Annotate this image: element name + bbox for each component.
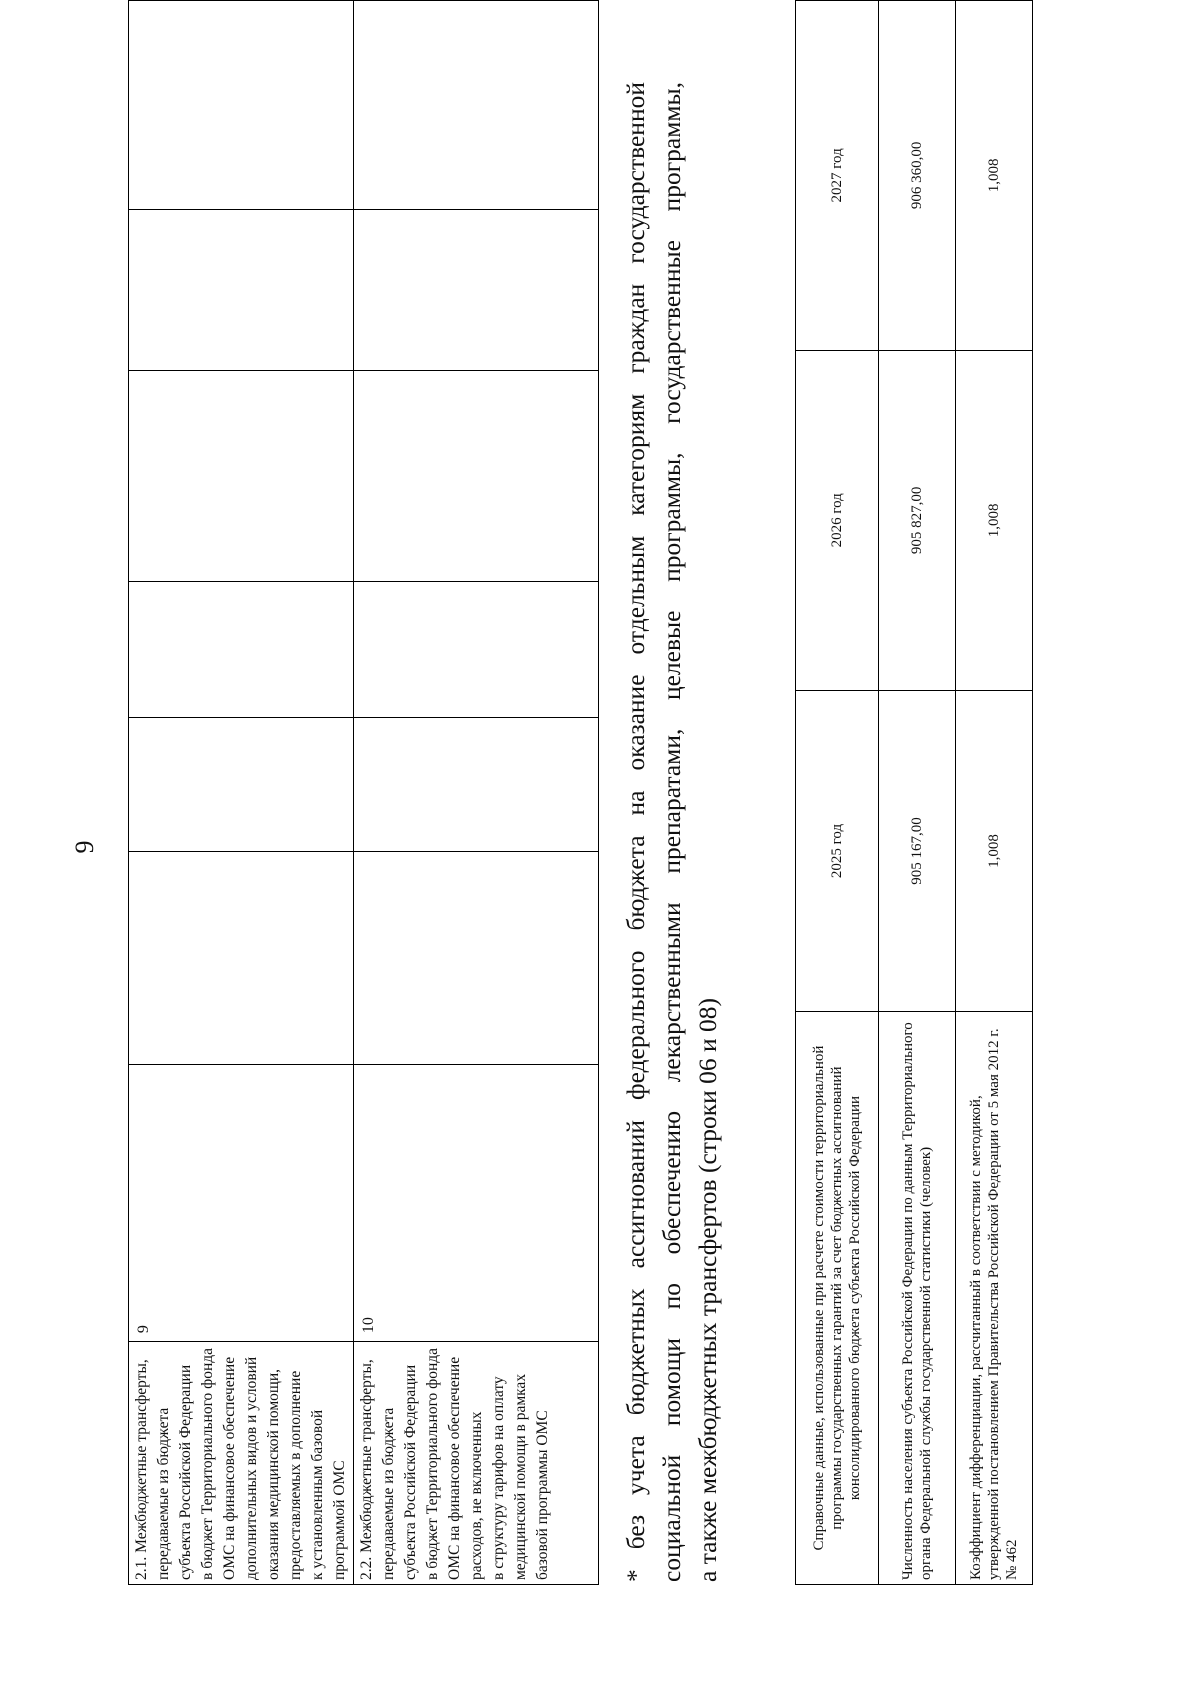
row-name-line: ОМС на финансовое обеспечение (221, 1356, 238, 1580)
value-cell: 905 167,00 (879, 690, 956, 1011)
table-row (796, 1, 879, 1585)
value-cell: 905 827,00 (879, 350, 956, 690)
table-row (354, 1, 599, 1585)
footnote-line: а также межбюджетных трансфертов (строки 06 и 08) (693, 997, 722, 1582)
row-name-line: субъекта Российской Федерации (402, 1364, 419, 1580)
year-cell: 2026 год (796, 350, 879, 690)
row-name-line: в бюджет Территориального фонда (199, 1347, 216, 1580)
value-cell: 1,008 (956, 690, 1033, 1011)
row-name-line: 2.1. Межбюджетные трансферты, (133, 1359, 150, 1580)
transfers-table (128, 0, 599, 1585)
row-name-line: передаваемые из бюджета (155, 1407, 172, 1580)
row-name-line: дополнительных видов и условий (243, 1356, 260, 1580)
empty-cell (354, 718, 599, 852)
table-row (129, 1, 354, 1585)
page-number: 9 (70, 840, 99, 854)
row-name-cell (354, 1342, 599, 1585)
year-cell: 2025 год (796, 690, 879, 1011)
row-name-line: субъекта Российской Федерации (177, 1364, 194, 1580)
empty-cell (354, 1, 599, 210)
empty-cell (129, 718, 354, 852)
footnote (618, 82, 726, 1582)
row-name-line: предоставляемых в дополнение (287, 1370, 304, 1580)
table-row (956, 1, 1033, 1585)
row-label-cell: Коэффициент дифференциации, рассчитанный в соответствии с методикой, утвержденной постановлением Правительства Российской Федерации от 5 мая 2012 г. № 462 (956, 1012, 1033, 1585)
empty-cell (354, 371, 599, 582)
empty-cell (129, 209, 354, 371)
row-name-line: к установленным базовой (309, 1409, 326, 1580)
row-name-line: базовой программы ОМС (534, 1410, 551, 1580)
row-code-cell: 10 (354, 1065, 599, 1342)
row-name-line: в структуру тарифов на оплату (490, 1376, 507, 1580)
value-cell: 1,008 (956, 350, 1033, 690)
empty-cell (129, 582, 354, 718)
empty-cell (129, 852, 354, 1065)
row-name-line: медицинской помощи в рамках (512, 1373, 529, 1580)
table-row (879, 1, 956, 1585)
row-name-line: передаваемые из бюджета (380, 1407, 397, 1580)
row-name-line: ОМС на финансовое обеспечение (446, 1356, 463, 1580)
footnote-line: социальной помощи по обеспечению лекарственными препаратами, целевые программы, государственные программы, (657, 82, 686, 1582)
row-name-line: оказания медицинской помощи, (265, 1368, 282, 1580)
row-name-cell (129, 1342, 354, 1585)
row-code-cell: 9 (129, 1065, 354, 1342)
row-name-line: программой ОМС (331, 1460, 348, 1580)
header-label-cell: Справочные данные, использованные при расчете стоимости территориальной программы государственных гарантий за счет бюджетных ассигнований консолидированного бюджета субъекта Российской Федерации (796, 1012, 879, 1585)
row-label-cell: Численность населения субъекта Российской Федерации по данным Территориального органа Федеральной службы государственной статистики (человек) (879, 1012, 956, 1585)
year-cell: 2027 год (796, 1, 879, 351)
value-cell: 906 360,00 (879, 1, 956, 351)
row-name-line: расходов, не включенных (468, 1411, 485, 1580)
footnote-line: * без учета бюджетных ассигнований федерального бюджета на оказание отдельным категориям граждан государственной (621, 82, 650, 1582)
empty-cell (129, 1, 354, 210)
row-name-line: в бюджет Территориального фонда (424, 1347, 441, 1580)
row-name-line: 2.2. Межбюджетные трансферты, (358, 1359, 375, 1580)
empty-cell (129, 371, 354, 582)
empty-cell (354, 582, 599, 718)
empty-cell (354, 852, 599, 1065)
value-cell: 1,008 (956, 1, 1033, 351)
empty-cell (354, 209, 599, 371)
reference-table (795, 0, 1033, 1585)
